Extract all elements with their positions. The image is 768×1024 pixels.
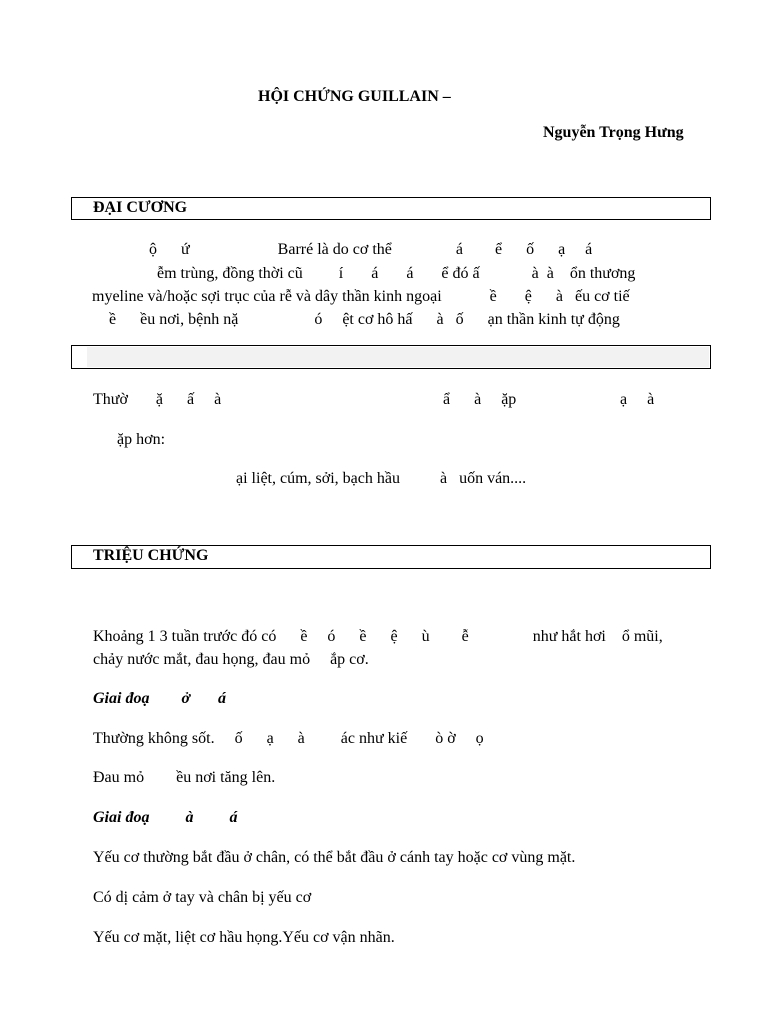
- stage-2-line-2: Có dị cảm ở tay và chân bị yếu cơ: [93, 889, 312, 906]
- cause-line-3: ại liệt, cúm, sởi, bạch hầu à uốn ván....: [236, 470, 527, 487]
- author-name: Nguyễn Trọng Hưng: [543, 124, 684, 141]
- section-label: TRIỆU CHỨNG: [93, 547, 209, 564]
- symptoms-p1-line-2: chảy nước mắt, đau họng, đau mỏ ắp cơ.: [93, 651, 369, 668]
- cause-line-1c: ạ à: [620, 391, 655, 408]
- stage-1-line-2: Đau mỏ ều nơi tăng lên.: [93, 769, 276, 786]
- intro-line-3: myeline và/hoặc sợi trục của rễ và dây thần kinh ngoại ề ệ à ếu cơ tiế: [92, 288, 630, 305]
- section-header-dai-cuong: [71, 197, 711, 220]
- stage-2-line-3: Yếu cơ mặt, liệt cơ hầu họng.Yếu cơ vận nhãn.: [93, 929, 395, 946]
- intro-line-4: ề ều nơi, bệnh nặ ó ệt cơ hô hấ à ố ạn thần kinh tự động: [109, 311, 620, 328]
- intro-line-2: ễm trùng, đồng thời cũ í á á ể đó ấ à à ổn thương: [157, 265, 636, 282]
- cause-line-1a: Thườ ặ ấ à: [93, 391, 222, 408]
- cause-line-2: ặp hơn:: [117, 431, 166, 448]
- stage-1-line-1: Thường không sốt. ố ạ à ác như kiế ò ờ ọ: [93, 730, 484, 747]
- section-header-trieu-chung: [71, 545, 711, 569]
- stage-2-line-1: Yếu cơ thường bắt đầu ở chân, có thể bắt đầu ở cánh tay hoặc cơ vùng mặt.: [93, 849, 576, 866]
- cause-line-1b: ẩ à ặp: [443, 391, 517, 408]
- symptoms-p1-line-1: Khoảng 1 3 tuần trước đó có ề ó ề ệ ù ễ như hắt hơi ổ mũi,: [93, 628, 663, 645]
- section-shade: [87, 347, 709, 367]
- stage-2-heading: Giai đoạ à á: [93, 809, 238, 826]
- stage-1-heading: Giai đoạ ở á: [93, 690, 227, 707]
- section-label: ĐẠI CƯƠNG: [93, 199, 188, 216]
- section-header-blank: [71, 345, 711, 369]
- intro-line-1: ộ ứ Barré là do cơ thể á ể ố ạ á: [149, 241, 593, 258]
- document-title: HỘI CHỨNG GUILLAIN –: [258, 88, 451, 105]
